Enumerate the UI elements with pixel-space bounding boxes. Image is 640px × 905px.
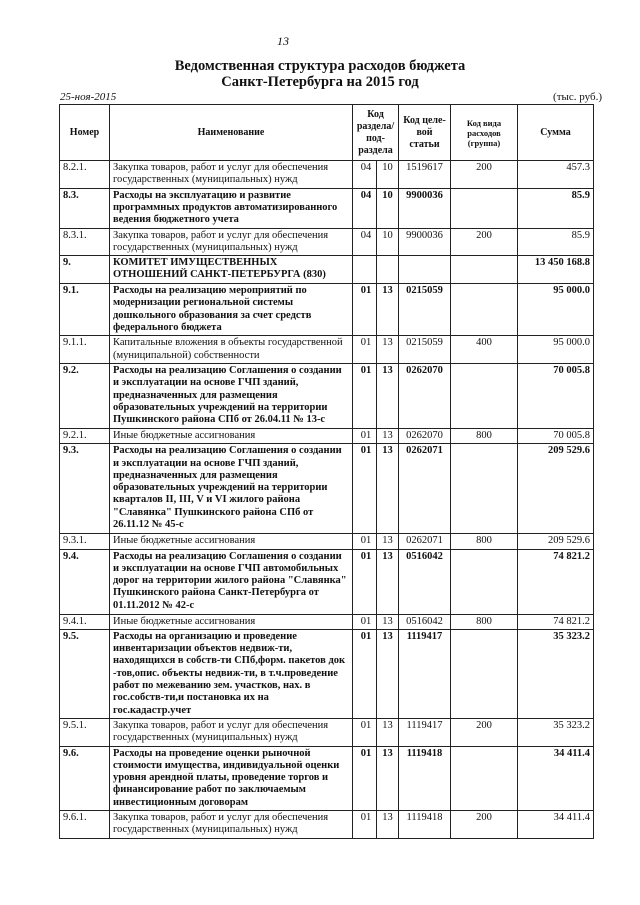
row-subsection: 13 bbox=[377, 614, 399, 629]
table-row bbox=[60, 549, 594, 614]
row-target: 1119417 bbox=[399, 629, 451, 718]
row-target: 0262070 bbox=[399, 363, 451, 428]
row-name: Расходы на реализацию Соглашения о создании и эксплуатации на основе ГЧП зданий, предназначенных для размещения образовательных учреждений на территории Пушкинского района СПб от 26.04.11 № 13-с bbox=[110, 363, 353, 428]
page-number: 13 bbox=[277, 34, 289, 48]
row-number: 9.2. bbox=[60, 363, 110, 428]
row-section: 01 bbox=[353, 336, 377, 364]
table-row bbox=[60, 228, 594, 256]
row-expense-type bbox=[451, 629, 518, 718]
row-number: 9.1.1. bbox=[60, 336, 110, 364]
row-subsection: 13 bbox=[377, 549, 399, 614]
row-expense-type bbox=[451, 256, 518, 284]
row-number: 9.5. bbox=[60, 629, 110, 718]
document-date: 25-ноя-2015 bbox=[60, 91, 117, 103]
header-number: Номер bbox=[60, 105, 110, 161]
row-name: КОМИТЕТ ИМУЩЕСТВЕННЫХ ОТНОШЕНИЙ САНКТ-ПЕТЕРБУРГА (830) bbox=[110, 256, 353, 284]
row-target: 1119417 bbox=[399, 718, 451, 746]
row-name: Закупка товаров, работ и услуг для обеспечения государственных (муниципальных) нужд bbox=[110, 161, 353, 189]
header-sum: Сумма bbox=[518, 105, 594, 161]
row-expense-type: 200 bbox=[451, 228, 518, 256]
row-subsection: 13 bbox=[377, 284, 399, 336]
row-number: 9.4. bbox=[60, 549, 110, 614]
units-label: (тыс. руб.) bbox=[553, 91, 602, 103]
row-section: 01 bbox=[353, 549, 377, 614]
row-expense-type: 800 bbox=[451, 428, 518, 443]
table-row bbox=[60, 811, 594, 839]
row-target bbox=[399, 256, 451, 284]
row-number: 9.5.1. bbox=[60, 718, 110, 746]
row-expense-type: 200 bbox=[451, 718, 518, 746]
row-name: Расходы на реализацию мероприятий по модернизации региональной системы дошкольного образования за счет средств федерального бюджета bbox=[110, 284, 353, 336]
row-number: 9.6.1. bbox=[60, 811, 110, 839]
row-expense-type bbox=[451, 188, 518, 228]
row-expense-type: 800 bbox=[451, 534, 518, 549]
page-title bbox=[0, 58, 640, 90]
table-row bbox=[60, 444, 594, 534]
row-expense-type bbox=[451, 284, 518, 336]
header-section: Код раздела/ под- раздела bbox=[353, 105, 399, 161]
row-name: Иные бюджетные ассигнования bbox=[110, 534, 353, 549]
row-name: Иные бюджетные ассигнования bbox=[110, 614, 353, 629]
row-sum: 209 529.6 bbox=[518, 534, 594, 549]
row-sum: 95 000.0 bbox=[518, 284, 594, 336]
budget-table bbox=[59, 104, 594, 839]
row-subsection: 10 bbox=[377, 228, 399, 256]
row-name: Расходы на эксплуатацию и развитие программных продуктов автоматизированного ведения бюджетного учета bbox=[110, 188, 353, 228]
row-subsection: 13 bbox=[377, 444, 399, 534]
row-name: Иные бюджетные ассигнования bbox=[110, 428, 353, 443]
row-section: 01 bbox=[353, 444, 377, 534]
table-row bbox=[60, 614, 594, 629]
row-expense-type bbox=[451, 549, 518, 614]
row-number: 9.3.1. bbox=[60, 534, 110, 549]
row-expense-type bbox=[451, 363, 518, 428]
row-subsection: 10 bbox=[377, 188, 399, 228]
row-sum: 70 005.8 bbox=[518, 363, 594, 428]
row-subsection bbox=[377, 256, 399, 284]
row-expense-type: 800 bbox=[451, 614, 518, 629]
row-number: 8.3.1. bbox=[60, 228, 110, 256]
row-section: 01 bbox=[353, 746, 377, 810]
row-section: 01 bbox=[353, 428, 377, 443]
row-target: 0262070 bbox=[399, 428, 451, 443]
row-section: 01 bbox=[353, 811, 377, 839]
row-target: 1519617 bbox=[399, 161, 451, 189]
row-name: Расходы на организацию и проведение инвентаризации объектов недвиж-ти, находящихся в собств-ти СПб,форм. пакетов док -тов,опис. объекты недвиж-ти, в т.ч.проведение работ по межеванию зем. участков, нах. в гос.собств-ти,и постановка их на гос.кадастр.учет bbox=[110, 629, 353, 718]
row-number: 9.6. bbox=[60, 746, 110, 810]
row-subsection: 13 bbox=[377, 718, 399, 746]
row-sum: 95 000.0 bbox=[518, 336, 594, 364]
row-sum: 85.9 bbox=[518, 188, 594, 228]
row-section: 01 bbox=[353, 284, 377, 336]
row-target: 1119418 bbox=[399, 746, 451, 810]
table-row bbox=[60, 428, 594, 443]
table-row bbox=[60, 534, 594, 549]
row-name: Расходы на проведение оценки рыночной стоимости имущества, индивидуальной оценки уровня арендной платы, проведение торгов и финансирование работ по заключаемым инвестиционным договорам bbox=[110, 746, 353, 810]
row-number: 8.2.1. bbox=[60, 161, 110, 189]
title-line-2: Санкт-Петербурга на 2015 год bbox=[221, 74, 419, 90]
row-subsection: 13 bbox=[377, 336, 399, 364]
table-row bbox=[60, 363, 594, 428]
row-section: 04 bbox=[353, 188, 377, 228]
row-subsection: 13 bbox=[377, 629, 399, 718]
row-subsection: 10 bbox=[377, 161, 399, 189]
row-subsection: 13 bbox=[377, 534, 399, 549]
row-sum: 34 411.4 bbox=[518, 811, 594, 839]
row-expense-type bbox=[451, 444, 518, 534]
table-row bbox=[60, 718, 594, 746]
row-name: Закупка товаров, работ и услуг для обеспечения государственных (муниципальных) нужд bbox=[110, 811, 353, 839]
row-target: 0215059 bbox=[399, 336, 451, 364]
row-target: 0215059 bbox=[399, 284, 451, 336]
row-target: 9900036 bbox=[399, 188, 451, 228]
row-subsection: 13 bbox=[377, 428, 399, 443]
row-sum: 34 411.4 bbox=[518, 746, 594, 810]
row-section: 04 bbox=[353, 161, 377, 189]
row-sum: 13 450 168.8 bbox=[518, 256, 594, 284]
table-body bbox=[60, 161, 594, 839]
table-row bbox=[60, 746, 594, 810]
row-section: 04 bbox=[353, 228, 377, 256]
row-sum: 85.9 bbox=[518, 228, 594, 256]
row-number: 9.3. bbox=[60, 444, 110, 534]
row-number: 9. bbox=[60, 256, 110, 284]
row-expense-type bbox=[451, 746, 518, 810]
row-sum: 35 323.2 bbox=[518, 629, 594, 718]
title-line-1: Ведомственная структура расходов бюджета bbox=[174, 58, 466, 74]
table-row bbox=[60, 629, 594, 718]
row-number: 9.1. bbox=[60, 284, 110, 336]
row-name: Расходы на реализацию Соглашения о создании и эксплуатации на основе ГЧП автомобильных дорог на территории жилого района "Славянка" Пушкинского района Санкт-Петербурга от 01.11.2012 № 42-с bbox=[110, 549, 353, 614]
row-section: 01 bbox=[353, 629, 377, 718]
row-name: Капитальные вложения в объекты государственной (муниципальной) собственности bbox=[110, 336, 353, 364]
row-target: 0516042 bbox=[399, 614, 451, 629]
row-subsection: 13 bbox=[377, 363, 399, 428]
row-section: 01 bbox=[353, 363, 377, 428]
row-sum: 70 005.8 bbox=[518, 428, 594, 443]
header-name: Наименование bbox=[110, 105, 353, 161]
row-target: 1119418 bbox=[399, 811, 451, 839]
row-section: 01 bbox=[353, 534, 377, 549]
row-section: 01 bbox=[353, 614, 377, 629]
table-row bbox=[60, 284, 594, 336]
row-expense-type: 200 bbox=[451, 811, 518, 839]
row-sum: 209 529.6 bbox=[518, 444, 594, 534]
row-section bbox=[353, 256, 377, 284]
table-row bbox=[60, 336, 594, 364]
row-number: 8.3. bbox=[60, 188, 110, 228]
row-sum: 74 821.2 bbox=[518, 549, 594, 614]
row-subsection: 13 bbox=[377, 811, 399, 839]
row-section: 01 bbox=[353, 718, 377, 746]
header-expense-type: Код вида расходов (группа) bbox=[451, 105, 518, 161]
row-number: 9.4.1. bbox=[60, 614, 110, 629]
row-sum: 457.3 bbox=[518, 161, 594, 189]
row-sum: 35 323.2 bbox=[518, 718, 594, 746]
row-name: Расходы на реализацию Соглашения о создании и эксплуатации на основе ГЧП зданий, предназначенных для размещения образовательных учреждений на территории кварталов II, III, V и VI жилого района "Славянка" Пушкинского района СПб от 26.11.12 № 45-с bbox=[110, 444, 353, 534]
row-target: 0262071 bbox=[399, 444, 451, 534]
table-row bbox=[60, 188, 594, 228]
row-target: 9900036 bbox=[399, 228, 451, 256]
row-sum: 74 821.2 bbox=[518, 614, 594, 629]
row-target: 0516042 bbox=[399, 549, 451, 614]
header-target: Код целе- вой статьи bbox=[399, 105, 451, 161]
row-number: 9.2.1. bbox=[60, 428, 110, 443]
row-subsection: 13 bbox=[377, 746, 399, 810]
table-row bbox=[60, 256, 594, 284]
row-name: Закупка товаров, работ и услуг для обеспечения государственных (муниципальных) нужд bbox=[110, 718, 353, 746]
row-name: Закупка товаров, работ и услуг для обеспечения государственных (муниципальных) нужд bbox=[110, 228, 353, 256]
table-row bbox=[60, 161, 594, 189]
row-target: 0262071 bbox=[399, 534, 451, 549]
row-expense-type: 200 bbox=[451, 161, 518, 189]
row-expense-type: 400 bbox=[451, 336, 518, 364]
